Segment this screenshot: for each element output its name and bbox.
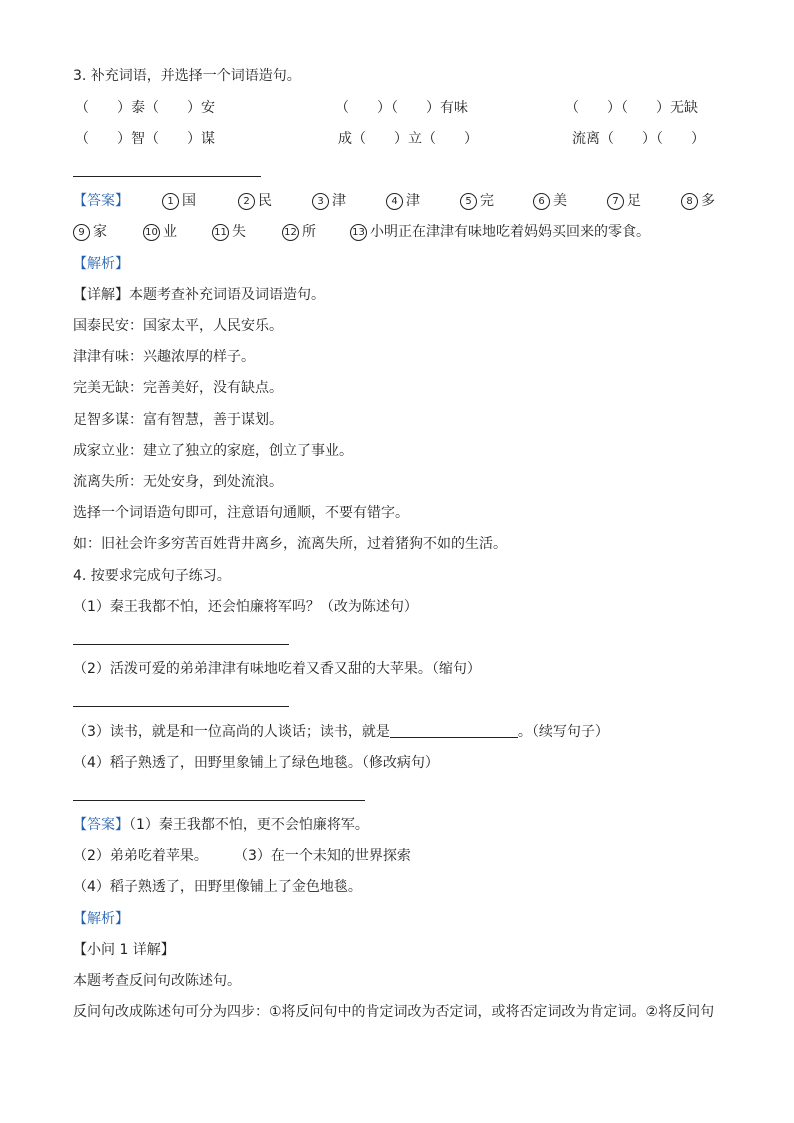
q4-answer-2: （2）弟弟吃着苹果。 [73,848,208,864]
answer-item: 13 小明正在津津有味地吃着妈妈买回来的零食。 [350,222,650,242]
analysis-line: 流离失所：无处安身，到处流浪。 [73,474,283,490]
answer-item: 7 足 [607,191,641,211]
answer-item: 10 业 [143,222,177,242]
analysis-line: 选择一个词语造句即可，注意语句通顺，不要有错字。 [73,505,409,521]
q3-title: 3. 补充词语，并选择一个词语造句。 [73,68,301,84]
q4-answer-3: （3）在一个未知的世界探索 [234,848,411,864]
q4-title: 4. 按要求完成句子练习。 [73,568,231,584]
q3-blank-1: （ ）泰（ ）安 [75,100,215,116]
answer-item: 8 多 [681,191,715,211]
analysis-line: 完美无缺：完善美好，没有缺点。 [73,380,283,396]
answer-line [73,800,365,801]
answer-line [73,176,261,177]
answer-item: 5 完 [460,191,494,211]
answer-item: 9 家 [73,222,107,242]
fill-blank-line [390,723,518,738]
q4-answer-4: （4）稻子熟透了，田野里像铺上了金色地毯。 [73,879,362,895]
answer-item: 11 失 [212,222,246,242]
q3-blank-2: （ ）（ ）有味 [335,100,468,116]
analysis-line: 足智多谋：富有智慧，善于谋划。 [73,412,283,428]
q4-item-1: （1）秦王我都不怕，还会怕廉将军吗？（改为陈述句） [73,599,418,615]
q3-blank-4: （ ）智（ ）谋 [75,131,215,147]
sub-question-label: 【小问 1 详解】 [73,942,175,958]
q3-blank-3: （ ）（ ）无缺 [565,100,698,116]
answer-line [73,706,289,707]
q4-item-4: （4）稻子熟透了，田野里象铺上了绿色地毯。（修改病句） [73,755,439,771]
analysis-label: 【解析】 [73,256,129,272]
analysis-line: 本题考查反问句改陈述句。 [73,973,241,989]
analysis-label: 【解析】 [73,911,129,927]
answer-item: 2 民 [238,191,272,211]
answer-label: 【答案】 [73,193,129,209]
analysis-line: 如：旧社会许多穷苦百姓背井离乡，流离失所，过着猪狗不如的生活。 [73,536,507,552]
answer-item: 6 美 [533,191,567,211]
analysis-line: 成家立业：建立了独立的家庭，创立了事业。 [73,443,353,459]
q3-blank-6: 流离（ ）（ ） [572,131,705,147]
answer-line [73,644,289,645]
answer-label: 【答案】 [73,817,129,833]
analysis-line: 津津有味：兴趣浓厚的样子。 [73,349,255,365]
analysis-line: 国泰民安：国家太平，人民安乐。 [73,318,283,334]
q3-blank-5: 成（ ）立（ ） [338,131,478,147]
answer-item: 3 津 [312,191,346,211]
answer-item: 12 所 [282,222,316,242]
q4-item-3: （3）读书，就是和一位高尚的人谈话；读书，就是 。（续写句子） [73,724,609,740]
answer-item: 4 津 [386,191,420,211]
answer-item: 1 国 [162,191,196,211]
analysis-line: 反问句改成陈述句可分为四步：①将反问句中的肯定词改为否定词，或将否定词改为肯定词。②将反问句 [73,1004,715,1020]
q4-item-2: （2）活泼可爱的弟弟津津有味地吃着又香又甜的大苹果。（缩句） [73,661,481,677]
q4-answer-1: 【答案】（1）秦王我都不怕，更不会怕廉将军。 [73,817,369,833]
analysis-line: 【详解】本题考查补充词语及词语造句。 [73,287,325,303]
